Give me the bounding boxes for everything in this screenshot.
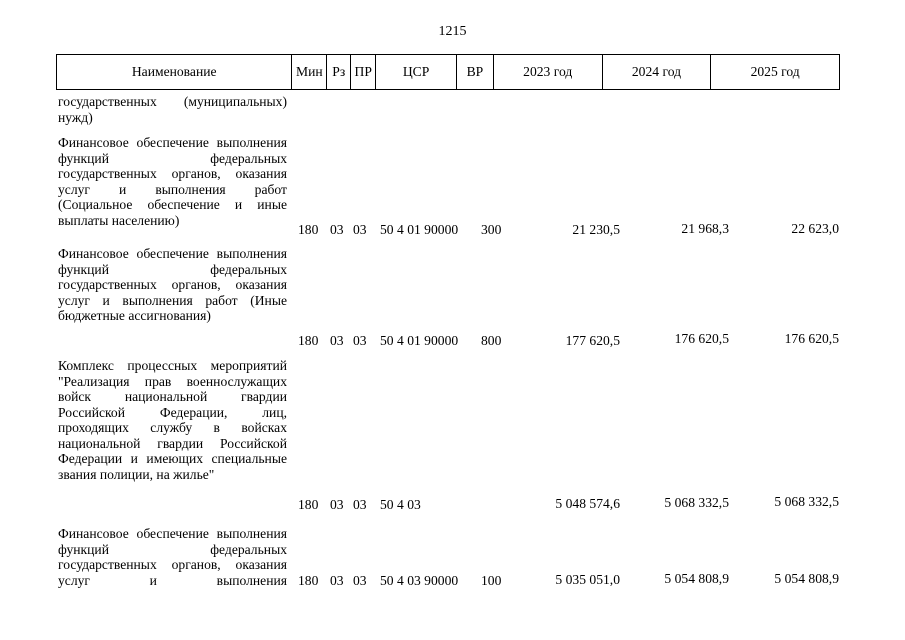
header-vr: ВР [457,55,494,89]
row-2023: 5 035 051,0 [555,572,620,587]
table-header [56,54,840,90]
row-pr: 03 [353,333,367,348]
row-2025: 5 068 332,5 [774,494,839,509]
table-row [56,526,840,592]
row-2023: 177 620,5 [565,333,620,348]
header-2025: 2025 год [750,64,800,79]
row-2024: 21 968,3 [681,221,729,236]
header-rz: Рз [327,55,351,89]
row-vr: 300 [481,222,502,237]
row-pr: 03 [353,222,367,237]
table-row [56,94,840,126]
row-rz: 03 [330,497,344,512]
header-2024: 2024 год [603,55,712,89]
row-pr: 03 [353,573,367,588]
row-csr: 50 4 01 90000 [380,333,459,348]
row-vr: 100 [481,573,502,588]
table-row [56,135,840,241]
row-2025: 22 623,0 [791,221,839,236]
header-min: Мин [292,55,327,89]
header-2023: 2023 год [494,55,603,89]
row-2023: 5 048 574,6 [555,496,620,511]
row-min: 180 [298,497,319,512]
row-csr: 50 4 03 [380,497,421,512]
header-csr: ЦСР [376,55,457,89]
row-name: Финансовое обеспечение выполнения функций федеральных государственных органов, оказания услуг и выполнения работ (Социальное обеспечение и иные выплаты населению) [58,135,287,228]
row-2025: 176 620,5 [784,331,839,346]
row-name: государственных (муниципальных) нужд) [58,94,287,125]
row-vr: 800 [481,333,502,348]
row-min: 180 [298,573,319,588]
row-name: Финансовое обеспечение выполнения функций федеральных государственных органов, оказания услуг и выполнения [58,526,287,588]
header-pr: ПР [351,55,376,89]
row-2023: 21 230,5 [572,222,620,237]
page-number: 1215 [438,24,467,39]
row-csr: 50 4 01 90000 [380,222,459,237]
table-row [56,358,840,514]
row-name: Финансовое обеспечение выполнения функций федеральных государственных органов, оказания услуг и выполнения работ (Иные бюджетные ассигнования) [58,246,287,323]
row-rz: 03 [330,222,344,237]
row-name: Комплекс процессных мероприятий "Реализация прав военнослужащих войск национальной гвардии Российской Федерации, лиц, проходящих службу в войсках национальной гвардии Российской Федерации и имеющих специальные звания полиции, на жилье" [58,358,287,482]
row-rz: 03 [330,573,344,588]
header-name: Наименование [57,55,292,89]
row-pr: 03 [353,497,367,512]
row-2024: 176 620,5 [674,331,729,346]
row-rz: 03 [330,333,344,348]
row-2024: 5 054 808,9 [664,571,729,586]
row-min: 180 [298,222,319,237]
row-2025: 5 054 808,9 [774,571,839,586]
table-row [56,246,840,352]
row-2024: 5 068 332,5 [664,495,729,510]
row-csr: 50 4 03 90000 [380,573,459,588]
row-min: 180 [298,333,319,348]
